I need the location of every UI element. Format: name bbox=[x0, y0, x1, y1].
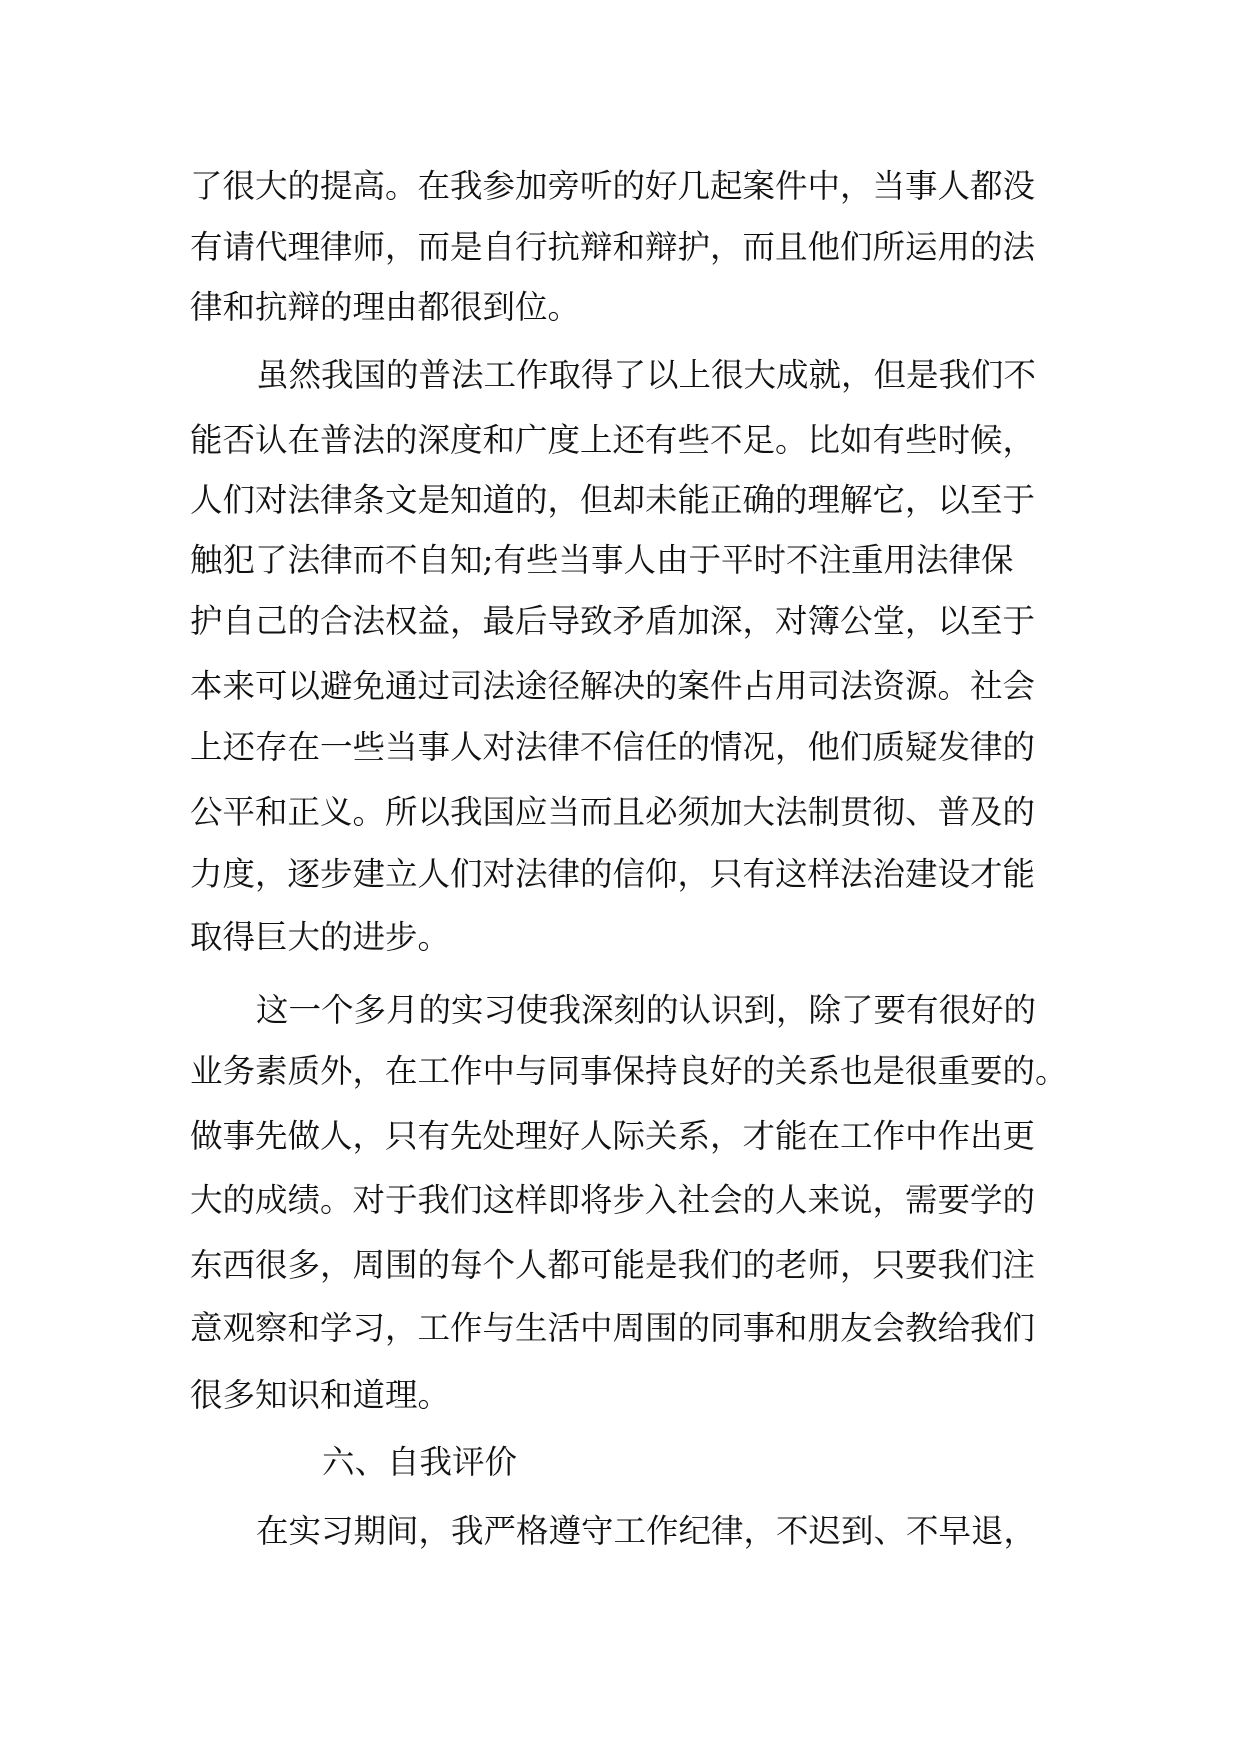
text-line: 能否认在普法的深度和广度上还有些不足。比如有些时候， bbox=[190, 421, 1036, 459]
text-line: 做事先做人，只有先处理好人际关系，才能在工作中作出更 bbox=[190, 1117, 1036, 1155]
text-line: 力度，逐步建立人们对法律的信仰，只有这样法治建设才能 bbox=[190, 855, 1036, 893]
text-line: 取得巨大的进步。 bbox=[190, 918, 451, 956]
text-line: 本来可以避免通过司法途径解决的案件占用司法资源。社会 bbox=[190, 667, 1036, 705]
text-line: 触犯了法律而不自知;有些当事人由于平时不注重用法律保 bbox=[190, 541, 1014, 579]
text-line: 很多知识和道理。 bbox=[190, 1376, 451, 1414]
text-line: 大的成绩。对于我们这样即将步入社会的人来说，需要学的 bbox=[190, 1181, 1036, 1219]
paragraph-start-line: 在实习期间，我严格遵守工作纪律，不迟到、不早退， bbox=[256, 1512, 1037, 1550]
text-line: 公平和正义。所以我国应当而且必须加大法制贯彻、普及的 bbox=[190, 793, 1036, 831]
text-line: 了很大的提高。在我参加旁听的好几起案件中，当事人都没 bbox=[190, 167, 1036, 205]
text-line: 有请代理律师，而是自行抗辩和辩护，而且他们所运用的法 bbox=[190, 228, 1036, 266]
text-line: 业务素质外，在工作中与同事保持良好的关系也是很重要的。 bbox=[190, 1052, 1068, 1090]
text-line: 律和抗辩的理由都很到位。 bbox=[190, 288, 581, 326]
text-line: 护自己的合法权益，最后导致矛盾加深，对簿公堂，以至于 bbox=[190, 602, 1036, 640]
text-line: 东西很多，周围的每个人都可能是我们的老师，只要我们注 bbox=[190, 1246, 1036, 1284]
text-line: 上还存在一些当事人对法律不信任的情况，他们质疑发律的 bbox=[190, 728, 1036, 766]
text-line: 人们对法律条文是知道的，但却未能正确的理解它，以至于 bbox=[190, 481, 1036, 519]
text-line: 意观察和学习，工作与生活中周围的同事和朋友会教给我们 bbox=[190, 1309, 1036, 1347]
paragraph-start-line: 虽然我国的普法工作取得了以上很大成就，但是我们不 bbox=[256, 356, 1037, 394]
paragraph-start-line: 这一个多月的实习使我深刻的认识到，除了要有很好的 bbox=[256, 991, 1037, 1029]
section-heading: 六、自我评价 bbox=[322, 1443, 518, 1481]
